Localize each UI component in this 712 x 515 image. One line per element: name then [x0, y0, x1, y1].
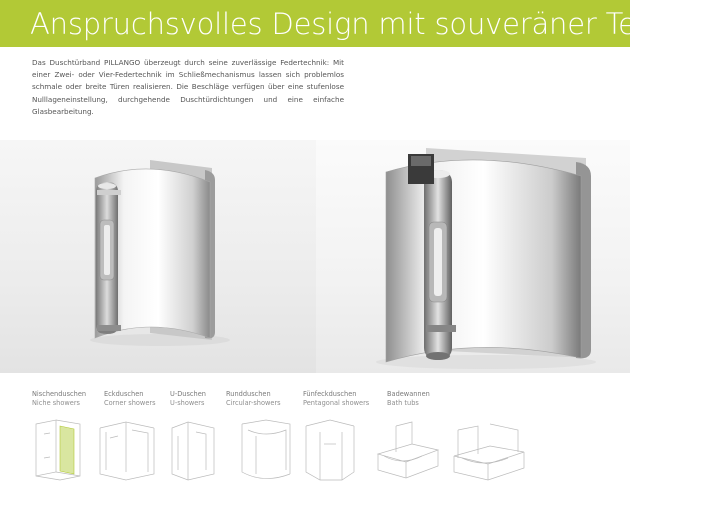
category-label-de: U-Duschen: [170, 390, 206, 398]
page-title: Anspruchsvolles Design mit souveräner Technik: [30, 7, 712, 41]
category-circular-showers: [226, 390, 281, 407]
category-label-en: Bath tubs: [387, 398, 419, 407]
category-niche-showers: [32, 390, 86, 407]
shower-categories: [0, 390, 630, 515]
bathtub-sketch-2: [448, 414, 528, 484]
hinge-large-image: [316, 140, 630, 373]
category-label-de: Fünfeckduschen: [303, 390, 357, 398]
category-corner-showers: [104, 390, 156, 407]
photo-panel-right: [316, 140, 630, 373]
circular-shower-sketch: [236, 414, 296, 484]
category-pentagonal-showers: [303, 390, 369, 407]
intro-paragraph: Das Duschtürband PILLANGO überzeugt durch seine zuverlässige Federtechnik: Mit einer Zwei- oder Vier-Federtechnik im Schließmechanismus lassen sich problemlos schmale oder breite Türen realisieren. Die Beschläge verfügen über eine stufenlose Nulllageneinstellung, durchgehende Duschtürdichtungen und eine einfache Glasbearbeitung.: [32, 58, 344, 116]
category-bath-tubs: [387, 390, 430, 407]
bathtub-sketch-1: [372, 414, 442, 484]
category-u-showers: [170, 390, 206, 407]
u-shower-sketch: [166, 414, 222, 484]
hinge-small-image: [0, 140, 316, 373]
header-banner: [0, 0, 712, 47]
category-label-en: Pentagonal showers: [303, 398, 370, 407]
category-label-en: U-showers: [170, 398, 205, 407]
photo-panel-left: [0, 140, 316, 373]
product-photos: [0, 140, 630, 373]
category-label-en: Corner showers: [104, 398, 156, 407]
category-label-de: Rundduschen: [226, 390, 271, 398]
category-label-en: Niche showers: [32, 398, 80, 407]
category-label-de: Eckduschen: [104, 390, 144, 398]
niche-shower-sketch: [30, 414, 90, 484]
category-label-en: Circular-showers: [226, 398, 281, 407]
category-label-de: Badewannen: [387, 390, 430, 398]
pentagonal-shower-sketch: [300, 414, 360, 484]
corner-shower-sketch: [96, 414, 160, 484]
category-label-de: Nischenduschen: [32, 390, 87, 398]
